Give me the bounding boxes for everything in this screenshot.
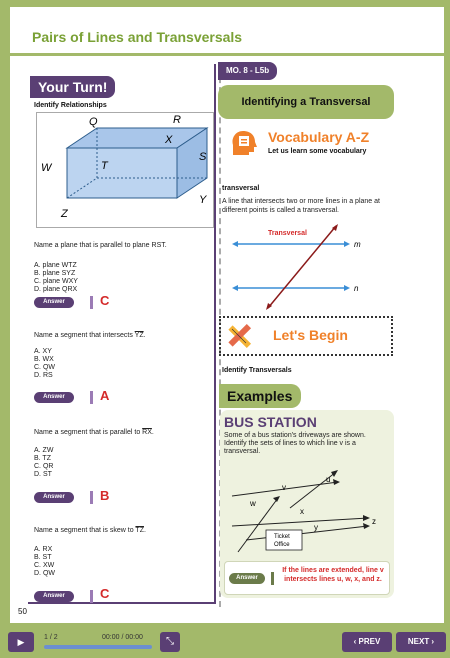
line-w-label: w <box>250 499 256 508</box>
option: B. ST <box>34 554 52 561</box>
answer-button[interactable]: Answer <box>34 297 74 308</box>
line-y-label: y <box>314 523 318 532</box>
line-m-label: m <box>354 240 361 249</box>
bus-answer-text: If the lines are extended, line v intersects lines u, w, x, and z. <box>282 567 384 583</box>
answer-button[interactable]: Answer <box>229 573 265 584</box>
next-button[interactable]: NEXT › <box>396 632 446 652</box>
answer-button[interactable]: Answer <box>34 591 74 602</box>
line-n-label: n <box>354 284 359 293</box>
option: A. ZW <box>34 447 54 454</box>
answer-letter: C <box>100 586 110 601</box>
option: A. RX <box>34 546 53 553</box>
module-tag: MO. 8 - L5b <box>218 62 277 80</box>
question-1: Name a plane that is parallel to plane RST. <box>34 242 167 249</box>
prev-button[interactable]: ‹ PREV <box>342 632 392 652</box>
bus-station-title: BUS STATION <box>224 414 317 430</box>
line-u-label: u <box>326 475 331 484</box>
label-r: R <box>173 114 181 126</box>
vocab-term: transversal <box>222 185 260 192</box>
bus-station-diagram <box>228 468 388 568</box>
option: C. QW <box>34 364 55 371</box>
option: D. plane QRX <box>34 286 78 293</box>
option: D. RS <box>34 372 53 379</box>
answer-bar <box>90 491 93 504</box>
option: C. QR <box>34 463 54 470</box>
your-turn-panel <box>28 64 216 604</box>
bus-station-description: Some of a bus station's driveways are shown. Identify the sets of lines to which line v is a transversal. <box>224 432 366 455</box>
label-w: W <box>41 162 52 174</box>
label-s: S <box>199 151 207 163</box>
line-x-label: x <box>300 507 304 516</box>
vocabulary-title: Vocabulary A-Z <box>268 129 370 145</box>
ticket-office-label: Ticket <box>274 534 290 540</box>
examples-heading: Examples <box>219 384 301 408</box>
question-2-options <box>34 348 55 380</box>
progress-bar[interactable] <box>44 645 152 649</box>
ticket-office-label-2: Office <box>274 542 290 548</box>
line-z-label: z <box>372 517 376 526</box>
question-4-options <box>34 546 55 578</box>
pencil-ruler-icon <box>224 321 254 351</box>
bus-station-panel <box>220 410 394 598</box>
identify-transversals-heading: Identify Transversals <box>222 367 292 374</box>
answer-button[interactable]: Answer <box>34 392 74 403</box>
question-3-options <box>34 447 53 479</box>
your-turn-tag: Your Turn! <box>30 76 115 98</box>
your-turn-subtitle: Identify Relationships <box>34 102 107 109</box>
lets-begin-box <box>219 316 393 356</box>
bus-answer-row <box>224 561 390 595</box>
answer-bar <box>90 296 93 309</box>
option: D. QW <box>34 570 55 577</box>
option: B. WX <box>34 356 54 363</box>
page-count: 1 / 2 <box>44 634 58 641</box>
label-t: T <box>101 160 108 172</box>
label-q: Q <box>89 116 98 128</box>
section-title: Identifying a Transversal <box>218 85 394 119</box>
answer-letter: B <box>100 488 110 503</box>
label-z: Z <box>61 208 68 220</box>
answer-letter: C <box>100 293 110 308</box>
answer-bar <box>90 590 93 603</box>
option: A. XY <box>34 348 52 355</box>
play-button[interactable]: ▶ <box>8 632 34 652</box>
prism-figure <box>36 112 214 228</box>
vocabulary-head-icon <box>225 125 261 161</box>
page-title: Pairs of Lines and Transversals <box>32 29 243 45</box>
question-4: Name a segment that is skew to $\overline{TZ}$. <box>34 527 146 534</box>
answer-bar <box>90 391 93 404</box>
answer-bar <box>271 572 274 585</box>
question-1-options <box>34 262 78 294</box>
option: D. ST <box>34 471 52 478</box>
question-2: Name a segment that intersects $\overline{YZ}$. <box>34 332 146 339</box>
option: C. plane WXY <box>34 278 78 285</box>
title-divider <box>10 53 444 56</box>
page-number: 50 <box>18 607 27 616</box>
vocabulary-subtitle: Let us learn some vocabulary <box>268 148 367 155</box>
label-y: Y <box>199 194 207 206</box>
answer-button[interactable]: Answer <box>34 492 74 503</box>
label-x: X <box>165 134 173 146</box>
lets-begin-title: Let's Begin <box>273 327 348 343</box>
transversal-figure <box>228 222 388 314</box>
question-3: Name a segment that is parallel to $\overline{RX}$. <box>34 429 154 436</box>
expand-icon[interactable]: ⤡ <box>160 632 180 652</box>
option: B. TZ <box>34 455 51 462</box>
option: A. plane WTZ <box>34 262 77 269</box>
transversal-label: Transversal <box>268 230 307 237</box>
vocab-definition: A line that intersects two or more lines in a plane at different points is called a transversal. <box>222 198 380 214</box>
option: C. XW <box>34 562 55 569</box>
line-v-label: v <box>282 483 286 492</box>
answer-letter: A <box>100 388 110 403</box>
option: B. plane SYZ <box>34 270 76 277</box>
time-readout: 00:00 / 00:00 <box>102 634 143 641</box>
prism-diagram <box>37 113 213 227</box>
